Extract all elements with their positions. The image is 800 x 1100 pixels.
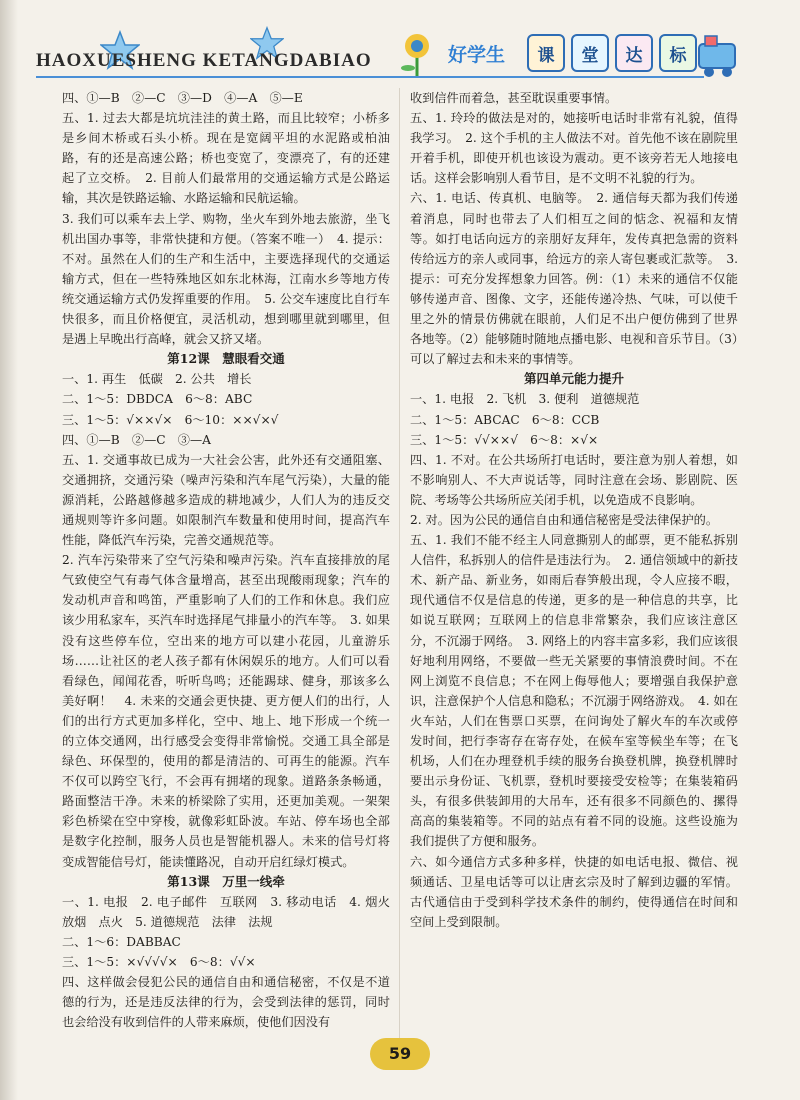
header-badge: 堂 bbox=[571, 34, 609, 72]
page-header bbox=[0, 0, 800, 84]
answer-paragraph: 六、1. 电话、传真机、电脑等。 2. 通信每天都为我们传递着消息，同时也带去了人们相互之间的惦念、祝福和友情等。如打电话向远方的亲朋好友拜年，发传真把急需的资料传给远方的亲人或同事，给远方的亲人寄包裹或汇款等。 3. 提示：可充分发挥想象力回答。例：（1）未来的通信不仅能够传递声音、图像、文字，还能传递冷热、气味，可以使千里之外的情景仿佛就在眼前，人们足不出户便仿佛到了世界各地等。（2）能够随时随地点播电影、电视和音乐节目。（3）可以了解过去和未来的事情等。 bbox=[410, 191, 738, 367]
page-number-text: 59 bbox=[388, 1044, 412, 1063]
answer-paragraph: 四、①—B ②—C ③—D ④—A ⑤—E bbox=[62, 91, 303, 105]
answer-paragraph: 二、1～6：DABBAC bbox=[62, 934, 181, 949]
header-badge: 达 bbox=[615, 34, 653, 72]
answer-paragraph: 2. 汽车污染带来了空气污染和噪声污染。汽车直接排放的尾气致使空气有毒气体含量增高，甚至出现酸雨现象；汽车的发动机声音和鸣笛，严重影响了人们的工作和休息。我们应该少用私家车，买汽车时选择尾气排量小的汽车等。 3. 如果没有这些停车位，空出来的地方可以建小花园，儿童游乐场……让社区的老人孩子都有休闲娱乐的地方。人们可以看看绿色，闻闻花香，听听鸟鸣；还能踢球、健身，那该多么美好啊！ 4. 未来的交通会更快捷、更方便人们的出行，人们的出行方式更加多样化，空中、地上、地下形成一个统一的立体交通网，出行感受会变得非常愉悦。交通工具全部是绿色、环保型的，使用的都是清洁的、可再生的能源。汽车不仅可以跨空飞行，不会再有拥堵的现象。道路条条畅通，路面整洁干净。未来的桥梁除了实用，还更加美观。一架架彩色桥梁在空中穿梭，就像彩虹卧波。车站、停车场也全部是数字化控制，服务人员也是智能机器人。未来的信号灯将变成智能信号灯，能读懂路况，自动开启红绿灯模式。 bbox=[62, 553, 390, 869]
answer-columns bbox=[62, 88, 738, 1048]
train-icon bbox=[693, 30, 743, 80]
answer-paragraph: 一、1. 电报 2. 飞机 3. 便利 道德规范 bbox=[410, 392, 640, 407]
header-badge: 课 bbox=[527, 34, 565, 72]
header-latin-title: HAOXUESHENG KETANGDABIAO bbox=[36, 50, 372, 71]
answer-paragraph: 三、1～5：√××√× 6～10：××√×√ bbox=[62, 412, 279, 427]
answer-paragraph: 六、如今通信方式多种多样，快捷的如电话电报、微信、视频通话、卫星电话等可以让唐玄宗及时了解到边疆的军情。古代通信由于受到科学技术条件的制约，使得通信在时间和空间上受到限制。 bbox=[410, 854, 738, 929]
answer-paragraph: 二、1～5：DBDCA 6～8：ABC bbox=[62, 392, 253, 407]
answer-paragraph: 二、1～5：ABCAC 6～8：CCB bbox=[410, 412, 600, 427]
answer-paragraph: 四、这样做会侵犯公民的通信自由和通信秘密，不仅是不道德的行为，还是违反法律的行为，会受到法律的惩罚，同时也会给没有收到信件的人带来麻烦，使他们因没有 bbox=[62, 975, 390, 1030]
lesson-heading: 第12课 慧眼看交通 bbox=[167, 351, 285, 367]
binding-shadow bbox=[0, 0, 18, 1100]
brand-title: 好学生 bbox=[448, 44, 506, 66]
answer-paragraph: 一、1. 再生 低碳 2. 公共 增长 bbox=[62, 372, 252, 387]
answer-paragraph: 四、1. 不对。在公共场所打电话时，要注意为别人着想，如不影响别人、不大声说话等，同时注意在会场、影剧院、医院、考场等公共场所应关闭手机，以免造成不良影响。 bbox=[410, 452, 738, 507]
lesson-heading: 第13课 万里一线牵 bbox=[167, 873, 285, 889]
answer-paragraph: 五、1. 交通事故已成为一大社会公害，此外还有交通阻塞、交通拥挤，交通污染（噪声污染和汽车尾气污染），大量的能源消耗，公路越修越多造成的耕地减少，人们人为的违反交通规则等许多问题。如限制汽车数量和使用时间，提高汽车性能，降低汽车污染，完善交通规范等。 bbox=[62, 452, 390, 548]
answer-paragraph: 五、1. 玲玲的做法是对的，她接听电话时非常有礼貌，值得我学习。 2. 这个手机的主人做法不对。首先他不该在剧院里开着手机，即使开机也该设为震动。更不该旁若无人地接电话。这样会影响别人看节目，是不文明不礼貌的行为。 bbox=[410, 111, 738, 186]
header-rule bbox=[36, 76, 704, 78]
header-badges bbox=[527, 34, 697, 72]
left-column bbox=[62, 88, 403, 1048]
answer-paragraph: 五、1. 我们不能不经主人同意撕别人的邮票，更不能私拆别人信件，私拆别人的信件是违法行为。 2. 通信领域中的新技术、新产品、新业务，如雨后春笋般出现，令人应接不暇，现代通信不仅是信息的传递，更多的是一种信息的共享，比如说互联网；互联网上的信息非常繁杂，我们应该注意区分，不沉溺于网络。 3. 网络上的内容丰富多彩，我们应该很好地利用网络，不要做一些无关紧要的事情浪费时间。不在网上浏览不良信息；不在网上侮辱他人；要增强自我保护意识，注意保护个人信息和隐私；不沉溺于网络游戏。 4. 如在火车站，人们在售票口买票，在问询处了解火车的车次或停发时间，把行李寄存在寄存处，在候车室等候坐车等；在飞机场，人们在办理登机手续的服务台换登机牌，换登机牌时要出示身份证、飞机票，登机时要接受安检等；在集装箱码头，有很多供装卸用的大吊车，还有很多不同颜色的、摞得高高的集装箱等。不同的站点有着不同的设施。这些设施为我们提供了方便和服务。 bbox=[410, 533, 738, 849]
answer-paragraph: 四、①—B ②—C ③—A bbox=[62, 432, 211, 447]
answer-paragraph: 收到信件而着急，甚至耽误重要事情。 bbox=[410, 91, 618, 105]
answer-paragraph: 3. 我们可以乘车去上学、购物，坐火车到外地去旅游，坐飞机出国办事等，非常快捷和方便。（答案不唯一） 4. 提示：不对。虽然在人们的生产和生活中，主要选择现代的交通运输方式，但在一些特殊地区如东北林海，江南水乡等地方传统交通运输方式仍发挥重要的作用。 5. 公交车速度比自行车快很多，而且价格便宜，灵活机动，想到哪里就到哪里，但是遇上早晚出行高峰，就会又挤又堵。 bbox=[62, 211, 390, 347]
answer-paragraph: 三、1～5：√√××√ 6～8：×√× bbox=[410, 432, 599, 447]
answer-paragraph: 五、1. 过去大都是坑坑洼洼的黄土路，而且比较窄；小桥多是乡间木桥或石头小桥。现在是宽阔平坦的水泥路或柏油路，有的还是高速公路；桥也变宽了，变漂亮了，有的还建起了立交桥。 2. 目前人们最常用的交通运输方式是公路运输，其次是铁路运输、水路运输和民航运输。 bbox=[62, 111, 390, 206]
header-badge: 标 bbox=[659, 34, 697, 72]
answer-paragraph: 三、1～5：×√√√√× 6～8：√√× bbox=[62, 955, 256, 970]
answer-paragraph: 一、1. 电报 2. 电子邮件 互联网 3. 移动电话 4. 烟火 放烟 点火 5. 道德规范 法律 法规 bbox=[62, 894, 403, 929]
right-column bbox=[410, 88, 738, 1048]
answer-paragraph: 2. 对。因为公民的通信自由和通信秘密是受法律保护的。 bbox=[410, 512, 719, 527]
page-number bbox=[360, 1034, 440, 1074]
flower-icon bbox=[392, 30, 442, 80]
lesson-heading: 第四单元能力提升 bbox=[523, 371, 624, 387]
